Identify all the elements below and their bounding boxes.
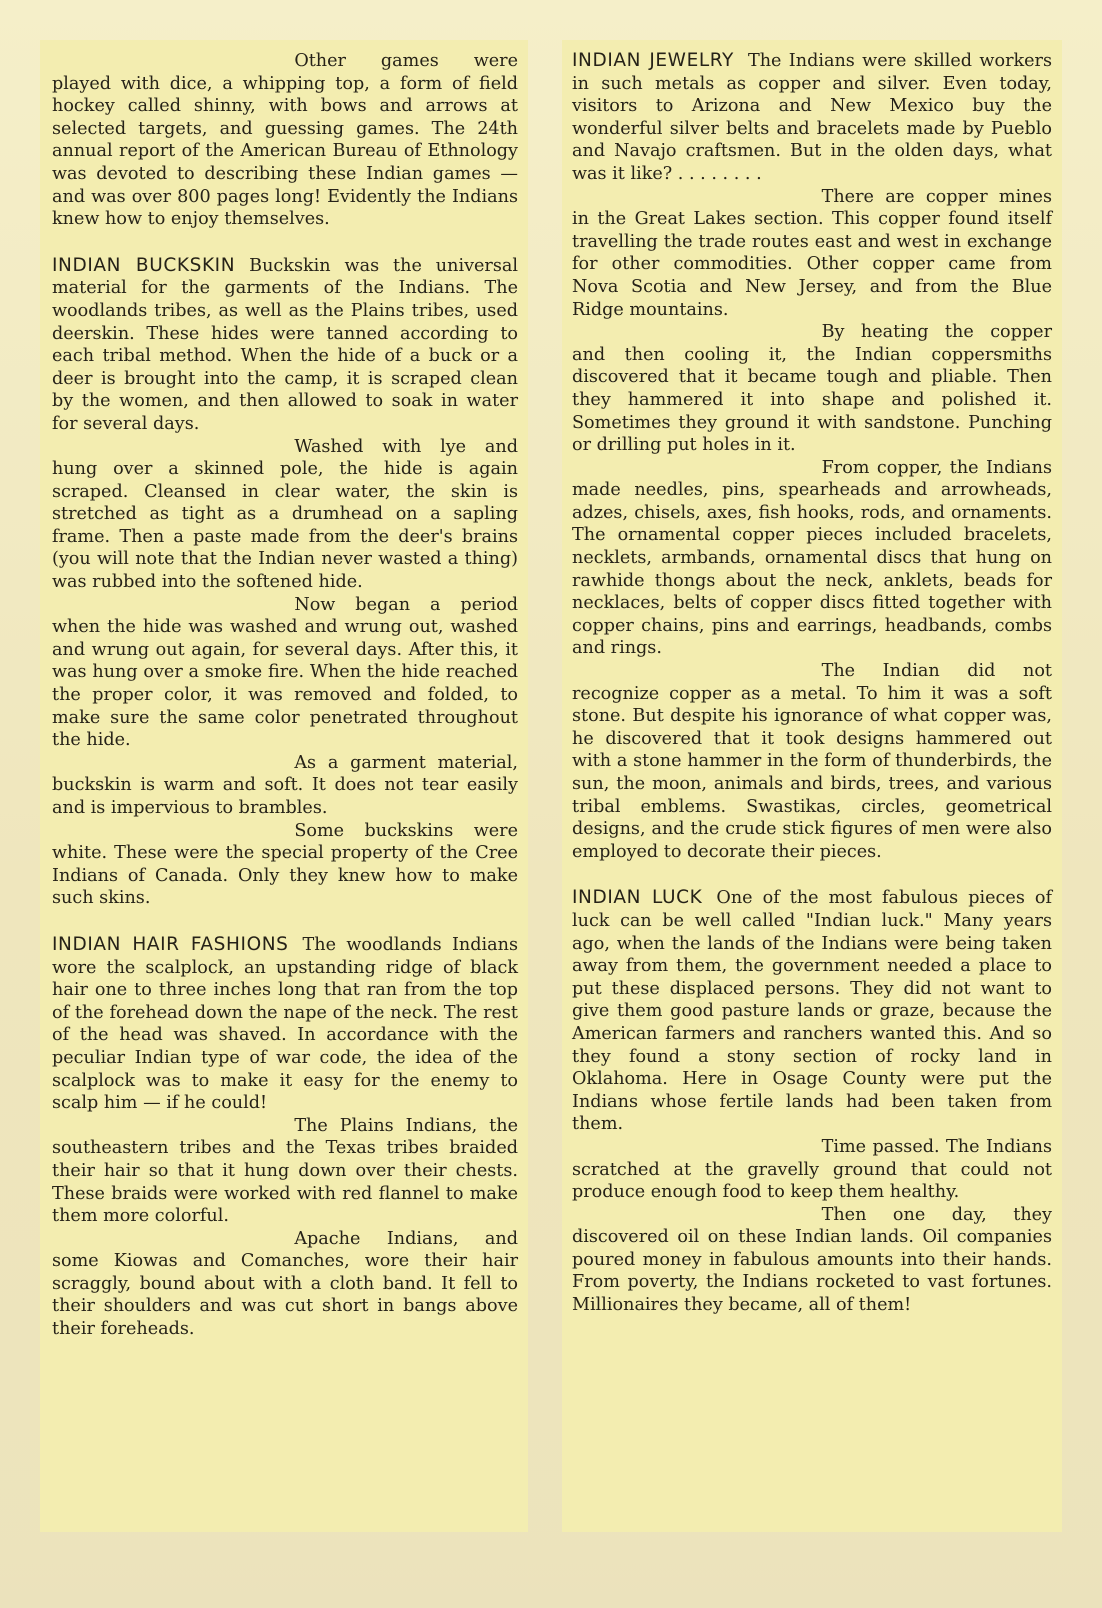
paragraph (52, 436, 518, 594)
paragraph-text: Now began a period when the hide was washed and wrung out, washed and wrung out again, for several days. After this, it was hung over a smoke fire. When the hide reached the proper color, it was removed and folded, to make sure the same color penetrated throughout the hide. (52, 594, 518, 751)
paragraph (52, 820, 518, 910)
article-section-indian-buckskin (52, 255, 518, 910)
paragraph-text: From copper, the Indians made needles, pins, spearheads and arrowheads, adzes, chisels, axes, fish hooks, rods, and ornaments. The ornamental copper pieces included bracelets, necklets, armbands, ornamental discs that hung on rawhide thongs about the neck, anklets, beads for necklaces, belts of copper discs fitted together with copper chains, pins and earrings, headbands, combs and rings. (572, 457, 1052, 659)
paragraph (52, 1228, 518, 1341)
paragraph-text: One of the most fabulous pieces of luck can be well called "Indian luck." Many years ago, when the lands of the Indians were being taken away from them, the government needed a place to put these displaced persons. They did not want to give them good pasture lands or graze, because the American farmers and ranchers wanted this. And so they found a stony section of rocky land in Oklahoma. Here in Osage County were put the Indians whose fertile lands had been taken from them. (572, 888, 1052, 1135)
paragraph (572, 660, 1052, 863)
paragraph-text: The Indians were skilled workers in such metals as copper and silver. Even today, visitors to Arizona and New Mexico buy the wonderful silver belts and bracelets made by Pueblo and Navajo craftsmen. But in the olden days, what was it like? . . . . . . . . (572, 51, 1052, 184)
paragraph (52, 594, 518, 752)
section-heading: INDIAN LUCK (572, 887, 703, 909)
paragraph-text: Apache Indians, and some Kiowas and Comanches, wore their hair scraggly, bound about with a cloth band. It fell to their shoulders and was cut short in bangs above their foreheads. (52, 1228, 518, 1340)
paragraph (52, 752, 518, 820)
paragraph-text: There are copper mines in the Great Lakes section. This copper found itself travelling the trade routes east and west in exchange for other commodities. Other copper came from Nova Scotia and New Jersey, and from the Blue Ridge mountains. (572, 186, 1052, 320)
paragraph (52, 934, 518, 1115)
paragraph (572, 50, 1052, 186)
paragraph (572, 1136, 1052, 1204)
paragraph-text: Other games were played with dice, a whipping top, a form of field hockey called shinny, with bows and arrows at selected targets, and guessing games. The 24th annual report of the American Bureau of Ethnology was devoted to describing these Indian games — and was over 800 pages long! Evidently the Indians knew how to enjoy themselves. (52, 51, 518, 230)
paragraph (572, 1204, 1052, 1317)
paragraph (572, 457, 1052, 660)
paragraph (52, 50, 518, 231)
paragraph-text: The Indian did not recognize copper as a metal. To him it was a soft stone. But despite his ignorance of what copper was, he discovered that it took designs hammered out with a stone hammer in the form of thunderbirds, the sun, the moon, animals and birds, trees, and various tribal emblems. Swastikas, circles, geometrical designs, and the crude stick figures of men were also employed to decorate their pieces. (572, 661, 1052, 862)
section-heading: INDIAN HAIR FASHIONS (52, 933, 289, 955)
paragraph-text: Then one day, they discovered oil on these Indian lands. Oil companies poured money in fabulous amounts into their hands. From poverty, the Indians rocketed to vast fortunes. Millionaires they became, all of them! (572, 1204, 1052, 1316)
article-section-intro (52, 50, 518, 231)
paragraph (572, 321, 1052, 457)
paragraph-text: As a garment material, buckskin is warm and soft. It does not tear easily and is impervious to brambles. (52, 752, 518, 818)
right-column (562, 40, 1062, 1532)
paragraph (572, 186, 1052, 322)
section-heading: INDIAN JEWELRY (572, 50, 734, 71)
section-heading: INDIAN BUCKSKIN (52, 254, 236, 276)
paragraph-text: The Plains Indians, the southeastern tribes and the Texas tribes braided their hair so that it hung down over their chests. These braids were worked with red flannel to make them more colorful. (52, 1115, 518, 1227)
paragraph-text: Some buckskins were white. These were the special property of the Cree Indians of Canada. Only they knew how to make such skins. (52, 820, 518, 909)
article-section-indian-jewelry (572, 50, 1052, 863)
page-bottom-margin (0, 1548, 1102, 1608)
article-section-indian-hair-fashions (52, 934, 518, 1341)
paragraph-text: Buckskin was the universal material for the garments of the Indians. The woodlands tribes, as well as the Plains tribes, used deerskin. These hides were tanned according to each tribal method. When the hide of a buck or a deer is brought into the camp, it is scraped clean by the women, and then allowed to soak in water for several days. (52, 255, 518, 434)
paragraph (52, 255, 518, 436)
paragraph-text: Time passed. The Indians scratched at the gravelly ground that could not produce enough food to keep them healthy. (572, 1136, 1052, 1203)
paragraph (572, 887, 1052, 1136)
paragraph-text: Washed with lye and hung over a skinned pole, the hide is again scraped. Cleansed in clear water, the skin is stretched as tight as a drumhead on a sapling frame. Then a paste made from the deer's brains (you will note that the Indian never wasted a thing) was rubbed into the softened hide. (52, 436, 518, 593)
paragraph-text: The woodlands Indians wore the scalplock, an upstanding ridge of black hair one to three inches long that ran from the top of the forehead down the nape of the neck. The rest of the head was shaved. In accordance with the peculiar Indian type of war code, the idea of the scalplock was to make it easy for the enemy to scalp him — if he could! (52, 934, 518, 1114)
paragraph-text: By heating the copper and then cooling it, the Indian coppersmiths discovered that it became tough and pliable. Then they hammered it into shape and polished it. Sometimes they ground it with sandstone. Punching or drilling put holes in it. (572, 322, 1052, 456)
paragraph (52, 1115, 518, 1228)
left-column (40, 40, 528, 1532)
article-section-indian-luck (572, 887, 1052, 1316)
